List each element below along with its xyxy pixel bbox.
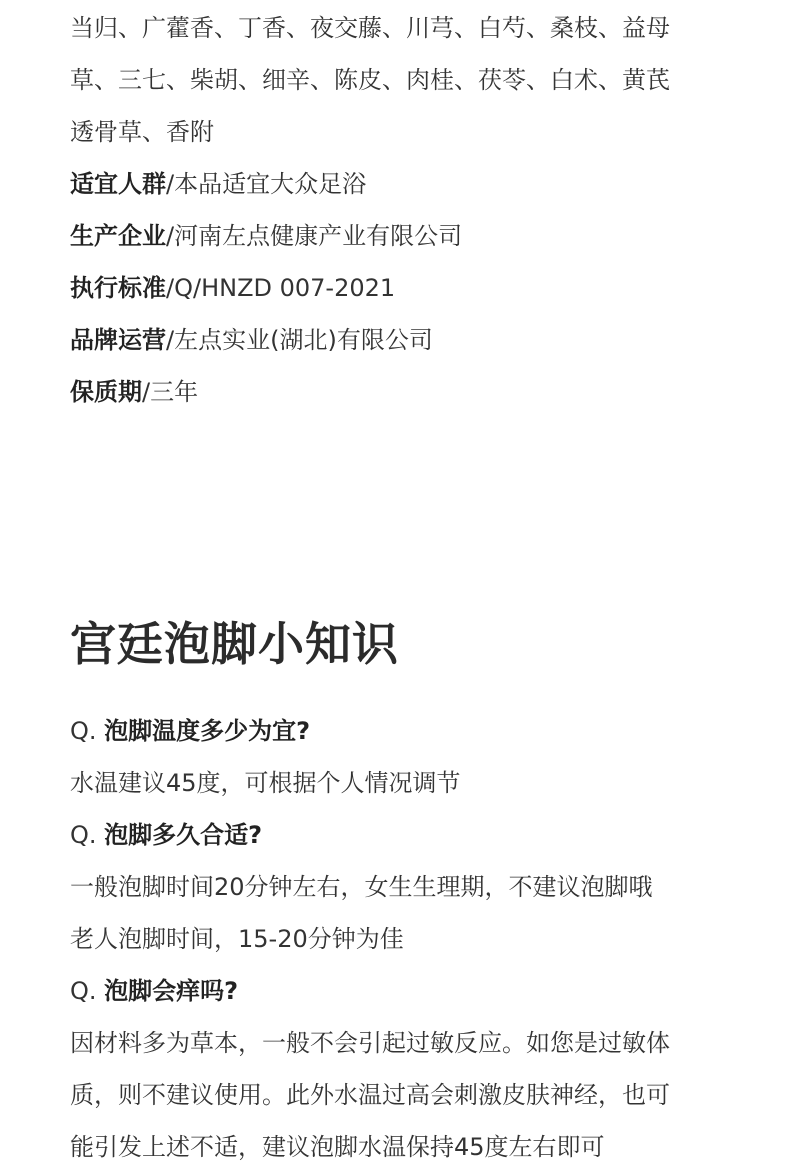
spec-separator: /	[166, 274, 175, 302]
faq-answer-line: 因材料多为草本，一般不会引起过敏反应。如您是过敏体	[70, 1029, 670, 1057]
spec-row-brand-operator	[70, 314, 730, 366]
faq-answer-line: 水温建议45度，可根据个人情况调节	[70, 769, 461, 797]
faq-question	[70, 965, 730, 1017]
spec-value: Q/HNZD 007-2021	[174, 274, 396, 302]
faq-question-prefix: Q.	[70, 977, 97, 1005]
ingredients-line: 草、三七、柴胡、细辛、陈皮、肉桂、茯苓、白术、黄芪	[70, 66, 670, 94]
ingredients-line: 透骨草、香附	[70, 118, 214, 146]
spec-key: 生产企业	[70, 222, 166, 250]
faq-question-text: 泡脚温度多少为宜?	[104, 717, 311, 745]
spec-row-standard	[70, 262, 730, 314]
spec-value: 左点实业(湖北)有限公司	[174, 326, 433, 354]
faq-question-prefix: Q.	[70, 717, 97, 745]
spec-value: 河南左点健康产业有限公司	[174, 222, 463, 250]
spec-separator: /	[166, 170, 175, 198]
ingredients-line: 当归、广藿香、丁香、夜交藤、川芎、白芍、桑枝、益母	[70, 14, 670, 42]
spec-value: 三年	[150, 378, 199, 406]
faq-list	[70, 705, 730, 1173]
faq-answer-line: 能引发上述不适，建议泡脚水温保持45度左右即可	[70, 1133, 605, 1161]
faq-answer-line: 老人泡脚时间，15-20分钟为佳	[70, 925, 404, 953]
spec-key: 适宜人群	[70, 170, 166, 198]
faq-answer-line: 质，则不建议使用。此外水温过高会刺激皮肤神经，也可	[70, 1081, 670, 1109]
faq-question	[70, 809, 730, 861]
faq-answer-line: 一般泡脚时间20分钟左右，女生生理期，不建议泡脚哦	[70, 873, 653, 901]
spec-key: 执行标准	[70, 274, 166, 302]
spec-separator: /	[166, 326, 175, 354]
faq-question	[70, 705, 730, 757]
spec-row-manufacturer	[70, 210, 730, 262]
spec-row-shelf-life	[70, 366, 730, 418]
faq-question-text: 泡脚多久合适?	[104, 821, 263, 849]
spec-key: 品牌运营	[70, 326, 166, 354]
spec-value: 本品适宜大众足浴	[174, 170, 367, 198]
faq-question-prefix: Q.	[70, 821, 97, 849]
spec-key: 保质期	[70, 378, 142, 406]
ingredients-list	[70, 0, 730, 158]
spec-separator: /	[142, 378, 151, 406]
faq-section-title: 宫廷泡脚小知识	[70, 617, 399, 671]
product-detail-page	[70, 0, 730, 1161]
spec-list	[70, 158, 730, 418]
spec-separator: /	[166, 222, 175, 250]
spec-row-target-users	[70, 158, 730, 210]
faq-question-text: 泡脚会痒吗?	[104, 977, 239, 1005]
